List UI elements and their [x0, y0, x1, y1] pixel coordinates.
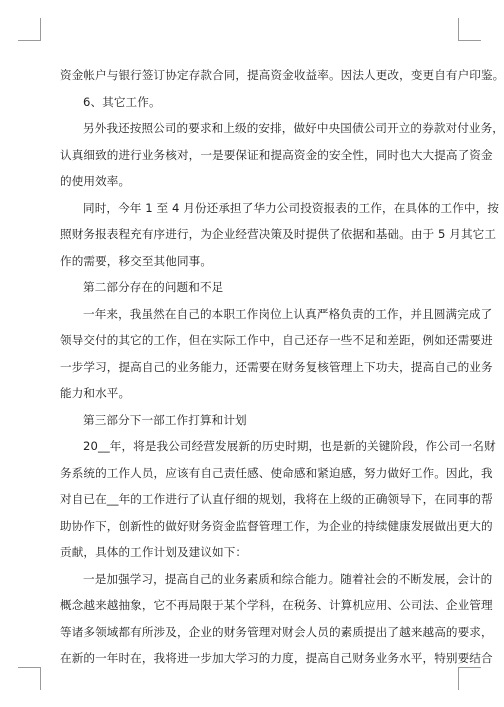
text-line: 6、其它工作。 — [83, 94, 161, 109]
text-line: 在新的一年时在，我将进一步加大学习的力度，提高自己财务业务水平，特别要结合 — [60, 651, 493, 665]
text-line: 20__年，将是我公司经营发展新的历史时期，也是新的关键阶段，作公司一名财 — [83, 439, 496, 453]
section-heading: 第三部分下一部工作打算和计划 — [83, 412, 247, 427]
text-line: 对自已在__年的工作进行了认直仔细的规划，我将在上级的正确领导下，在同事的帮 — [60, 492, 493, 506]
text-line: 认真细致的进行业务核对，一是要保证和提高资金的安全性，同时也大大提高了资金 — [60, 147, 493, 162]
text-line: 贡献，具体的工作计划及建议如下： — [60, 545, 248, 559]
text-line: 作的需要，移交至其他同事。 — [60, 253, 213, 268]
text-line: 助协作下，创新性的做好财务资金监督管理工作，为企业的持续健康发展做出更大的 — [60, 518, 493, 533]
document-body — [60, 62, 504, 672]
text-line: 资金帐户与银行签订协定存款合同，提高资金收益率。因法人更改，变更自有户印鉴。 — [60, 68, 504, 82]
crop-mark-bottom-right — [458, 667, 481, 690]
text-line: 概念越来越抽象，它不再局限于某个学科，在税务、计算机应用、公司法、企业管理 — [60, 598, 493, 612]
text-line: 另外我还按照公司的要求和上级的安排，做好中央国债公司开立的券款对付业务， — [83, 121, 504, 135]
text-line: 能力和水平。 — [60, 386, 131, 400]
text-line: 务系统的工作人员，应该有自己责任感、使命感和紧迫感，努力做好工作。因此，我 — [60, 465, 493, 480]
crop-mark-bottom-left — [18, 667, 41, 690]
text-line: 领导交付的其它的工作，但在实际工作中，自己还存一些不足和差距，例如还需要进 — [60, 333, 493, 347]
section-heading: 第二部分存在的问题和不足 — [83, 280, 224, 294]
text-line: 一年来，我虽然在自己的本职工作岗位上认真严格负责的工作，并且圆满完成了 — [83, 306, 493, 321]
text-line: 一步学习，提高自己的业务能力，还需要在财务复核管理上下功夫，提高自己的业务 — [60, 359, 493, 374]
text-line: 等诸多领域都有所涉及，企业的财务管理对财会人员的素质提出了越来越高的要求， — [60, 624, 493, 639]
crop-mark-top-right — [458, 18, 481, 41]
text-line: 照财务报表程充有序进行，为企业经营决策及时提供了依据和基础。由于 5 月其它工 — [60, 227, 497, 241]
crop-mark-top-left — [18, 18, 41, 41]
text-line: 一是加强学习，提高自己的业务素质和综合能力。随着社会的不断发展，会计的 — [83, 571, 493, 586]
text-line: 的使用效率。 — [60, 174, 131, 188]
text-line: 同时，今年 1 至 4 月份还承担了华力公司投资报表的工作，在具体的工作中，按 — [83, 200, 499, 215]
